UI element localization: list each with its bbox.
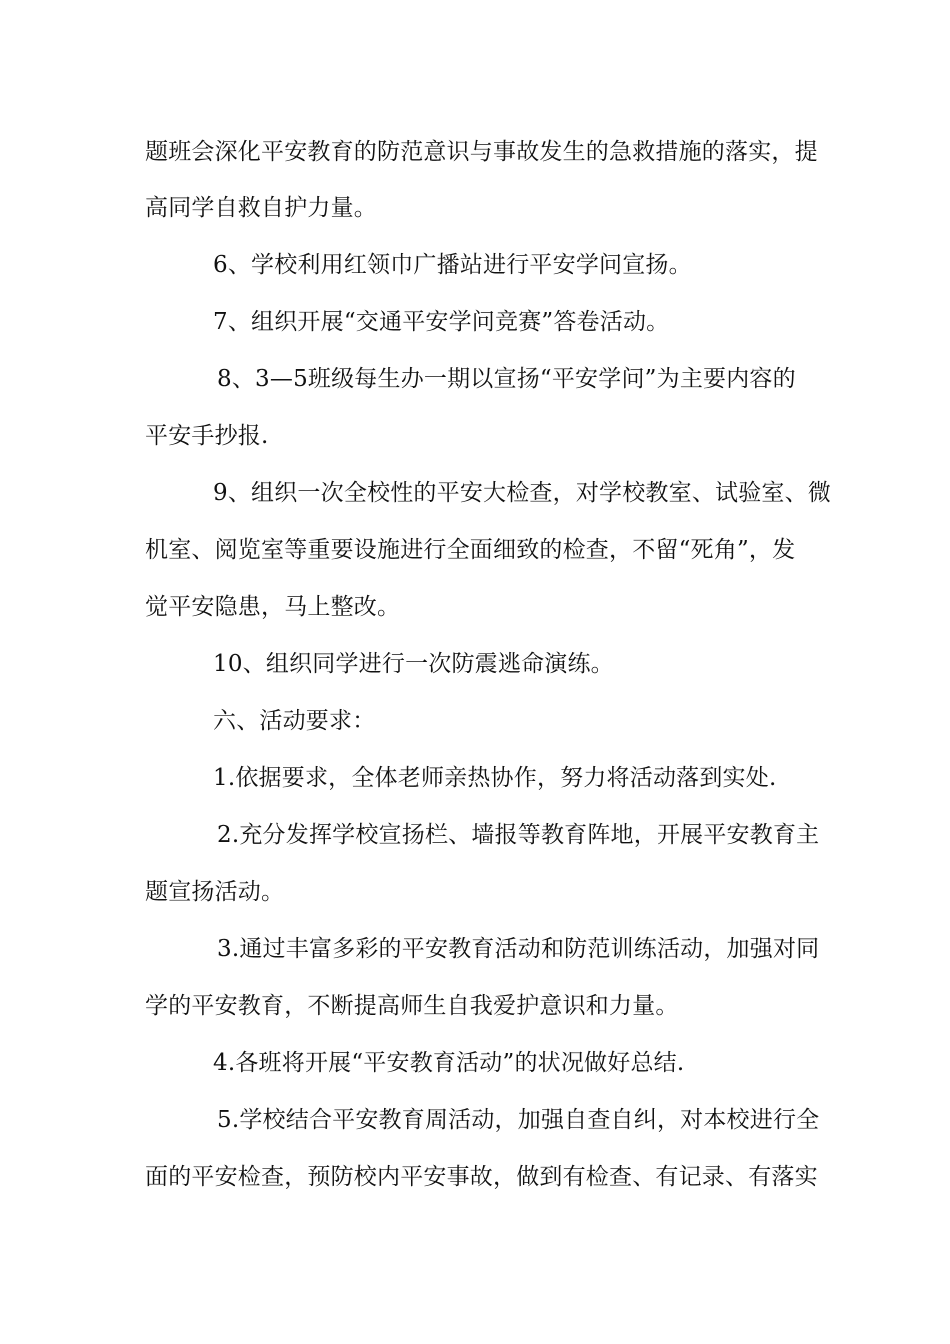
text-line: 题宣扬活动。 [145, 879, 285, 905]
text-line: 4.各班将开展“平安教育活动”的状况做好总结. [213, 1050, 685, 1076]
text-line: 觉平安隐患，马上整改。 [145, 594, 401, 620]
text-line: 1.依据要求，全体老师亲热协作，努力将活动落到实处. [213, 765, 777, 791]
text-line: 学的平安教育，不断提高师生自我爱护意识和力量。 [145, 993, 679, 1019]
text-line: 3.通过丰富多彩的平安教育活动和防范训练活动，加强对同 [217, 936, 820, 962]
text-line: 10、组织同学进行一次防震逃命演练。 [213, 651, 614, 677]
text-line: 6、学校利用红领巾广播站进行平安学问宣扬。 [213, 252, 692, 278]
text-line: 5.学校结合平安教育周活动，加强自查自纠，对本校进行全 [217, 1107, 820, 1133]
text-line: 高同学自救自护力量。 [145, 195, 377, 221]
section-heading: 六、活动要求： [213, 708, 376, 734]
text-line: 面的平安检查，预防校内平安事故，做到有检查、有记录、有落实 [145, 1164, 818, 1190]
text-line: 2.充分发挥学校宣扬栏、墙报等教育阵地，开展平安教育主 [217, 822, 820, 848]
text-line: 题班会深化平安教育的防范意识与事故发生的急救措施的落实，提 [145, 139, 818, 165]
text-line: 8、3—5班级每生办一期以宣扬“平安学问”为主要内容的 [217, 366, 796, 392]
text-line: 9、组织一次全校性的平安大检查，对学校教室、试验室、微 [213, 480, 832, 506]
text-line: 7、组织开展“交通平安学问竞赛”答卷活动。 [213, 309, 670, 335]
text-line: 平安手抄报. [145, 423, 269, 449]
text-line: 机室、阅览室等重要设施进行全面细致的检查，不留“死角”，发 [145, 537, 796, 563]
